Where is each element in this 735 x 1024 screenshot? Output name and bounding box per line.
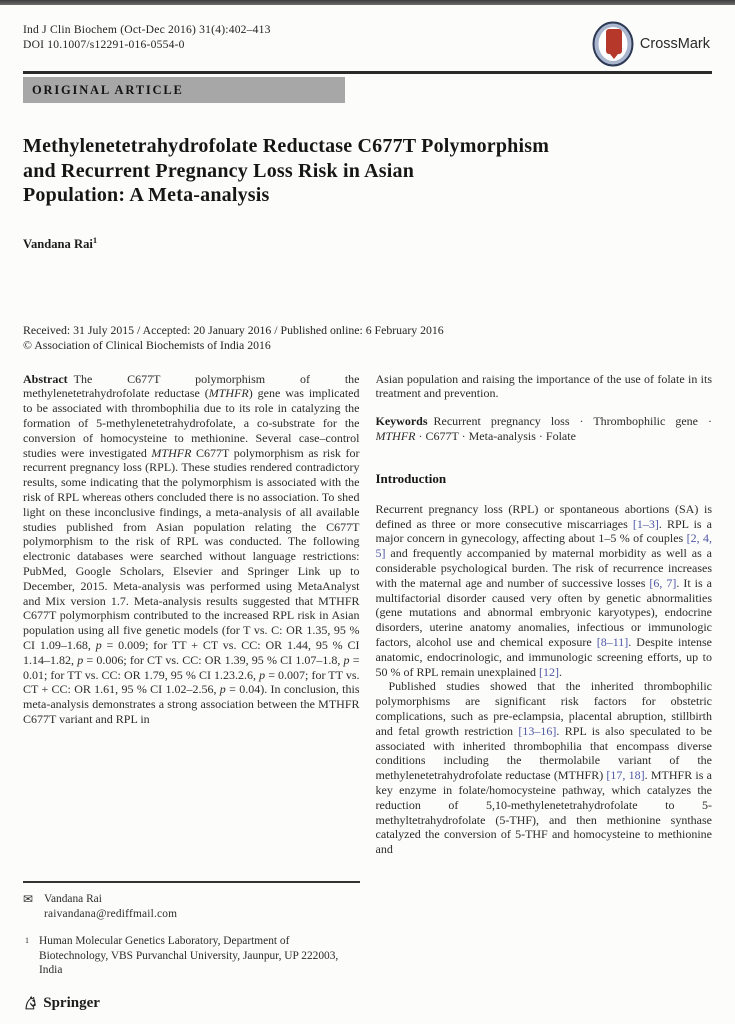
copyright-line: © Association of Clinical Biochemists of India 2016 xyxy=(23,337,271,352)
left-column xyxy=(23,372,360,1012)
abstract-label: Abstract xyxy=(23,371,68,386)
affiliation-marker: 1 xyxy=(25,936,29,946)
introduction-heading: Introduction xyxy=(375,470,447,486)
article-title xyxy=(23,134,712,208)
article-type-banner: ORIGINAL ARTICLE xyxy=(23,77,345,103)
journal-reference: Ind J Clin Biochem (Oct-Dec 2016) 31(4):402–413 xyxy=(23,23,271,36)
title-line: and Recurrent Pregnancy Loss Risk in Asian xyxy=(23,159,415,182)
article-history xyxy=(23,323,712,353)
footnote-rule xyxy=(23,881,360,883)
crossmark-label: CrossMark xyxy=(639,36,710,52)
springer-logo xyxy=(23,995,360,1012)
springer-label: Springer xyxy=(43,994,100,1011)
citation-link[interactable]: [2, 4, 5] xyxy=(375,531,712,561)
affiliation-block xyxy=(23,934,360,978)
keywords-label: Keywords xyxy=(375,414,428,429)
correspondence-block xyxy=(23,892,360,921)
author-affiliation-marker: 1 xyxy=(92,234,98,245)
springer-horse-icon: ♘ xyxy=(23,993,39,1012)
title-line: Population: A Meta-analysis xyxy=(23,184,270,206)
title-line: Methylenetetrahydrofolate Reductase C677T Polymorphism xyxy=(23,135,550,157)
keywords-paragraph xyxy=(376,414,713,444)
page-header xyxy=(23,22,712,63)
right-column xyxy=(376,372,713,1012)
citation-link[interactable]: [13–16] xyxy=(518,723,557,738)
crossmark-icon xyxy=(592,21,634,67)
header-rule xyxy=(23,71,712,74)
scan-edge-band xyxy=(0,0,735,5)
correspondence-name: Vandana Rai xyxy=(44,893,102,906)
footnote-block xyxy=(23,881,360,1012)
received-accepted-line: Received: 31 July 2015 / Accepted: 20 January 2016 / Published online: 6 February 2016 xyxy=(23,322,444,337)
affiliation-text: Human Molecular Genetics Laboratory, Department of Biotechnology, VBS Purvanchal University, Jaunpur, UP 222003, India xyxy=(39,935,339,977)
abstract-text: The C677T polymorphism of the methylenetetrahydrofolate reductase (MTHFR) gene was implicated to be associated with thrombophilia due to its role in catalyzing the formation of 5-methylenetetrahydrofolate, a co-substrate for the conversion of homocysteine to methionine. Several case–control studies were investigated MTHFR C677T polymorphism as risk for recurrent pregnancy loss (RPL). These studies rendered contradictory results, some indicating that the polymorphism is associated with the risk of RPL whereas others concluded there is no association. To shed light on these inconclusive findings, a meta-analysis of all available studies published from Asian population relating the C677T polymorphism to the risk of RPL was conducted. The following electronic databases were searched without language restrictions: PubMed, Google Scholars, Elsevier and Springer Link up to December, 2015. Meta-analysis was performed using MetaAnalyst and Mix version 1.7. Meta-analysis results suggested that MTHFR C677T polymorphism contributed to the increased RPL risk in Asian population using all five genetic models (for T vs. C: OR 1.35, 95 % CI 1.09–1.68, p = 0.009; for TT + CT vs. CC: OR 1.44, 95 % CI 1.14–1.82, p = 0.006; for CT vs. CC: OR 1.39, 95 % CI 1.07–1.8, p = 0.01; for TT vs. CC: OR 1.79, 95 % CI 1.23.2.6, p = 0.007; for TT vs. CT + CC: OR 1.61, 95 % CI 1.02–2.56, p = 0.04). In conclusion, this meta-analysis demonstrates a strong association between the MTHFR C677T variant and RPL in xyxy=(23,371,360,727)
citation-link[interactable]: [17, 18] xyxy=(606,768,645,783)
abstract-paragraph xyxy=(23,372,360,727)
envelope-icon: ✉ xyxy=(23,892,34,907)
introduction-paragraph-1: Recurrent pregnancy loss (RPL) or spontaneous abortions (SA) is defined as three or more consecutive miscarriages [1–3]. RPL is a major concern in gynecology, affecting about 1–5 % of couples [2, 4, 5] and frequently accompanied by maternal morbidity as well as a considerable psychological burden. The risk of recurrence increases with the maternal age and number of successive losses [6, 7]. It is a multifactorial disorder caused very often by genetic abnormalities (gene mutations and abnormal embryonic karyotypes), endocrine disorders, uterine anatomy anomalies, infectious or immunologic factors, alcohol use and chemical exposure [8–11]. Despite intense anatomic, endocrinologic, and immunologic screening efforts, up to 50 % of RPL remain unexplained [12]. xyxy=(375,501,712,679)
citation-link[interactable]: [12] xyxy=(539,664,560,679)
keywords-text: Recurrent pregnancy loss · Thrombophilic gene · MTHFR · C677T · Meta-analysis · Folate xyxy=(375,414,712,444)
citation-link[interactable]: [6, 7] xyxy=(649,575,677,590)
author-name xyxy=(23,235,712,252)
doi: DOI 10.1007/s12291-016-0554-0 xyxy=(23,38,185,51)
citation-link[interactable]: [1–3] xyxy=(632,516,659,531)
abstract-continuation: Asian population and raising the importance of the use of folate in its treatment and prevention. xyxy=(375,371,712,401)
two-column-body xyxy=(23,372,712,1012)
introduction-paragraph-2: Published studies showed that the inherited thrombophilic polymorphisms are significant risk factors for obstetric complications, such as pre-eclampsia, placental abruption, stillbirth and fetal growth restriction [13–16]. RPL is also speculated to be associated with inherited thrombophilia that encompass diverse conditions including the thermolabile variant of the methylenetetrahydrofolate reductase (MTHFR) [17, 18]. MTHFR is a key enzyme in folate/homocysteine pathway, which catalyzes the reduction of 5,10-methylenetetrahydrofolate to 5-methyltetrahydrofolate (5-THF), and then methionine synthase catalyzed the conversion of 5-THF and homocysteine to methionine and xyxy=(375,679,712,857)
correspondence-email[interactable]: raivandana@rediffmail.com xyxy=(44,907,178,920)
author-name-text: Vandana Rai xyxy=(23,236,93,251)
crossmark-badge[interactable] xyxy=(592,21,710,67)
citation-link[interactable]: [8–11] xyxy=(596,635,629,650)
